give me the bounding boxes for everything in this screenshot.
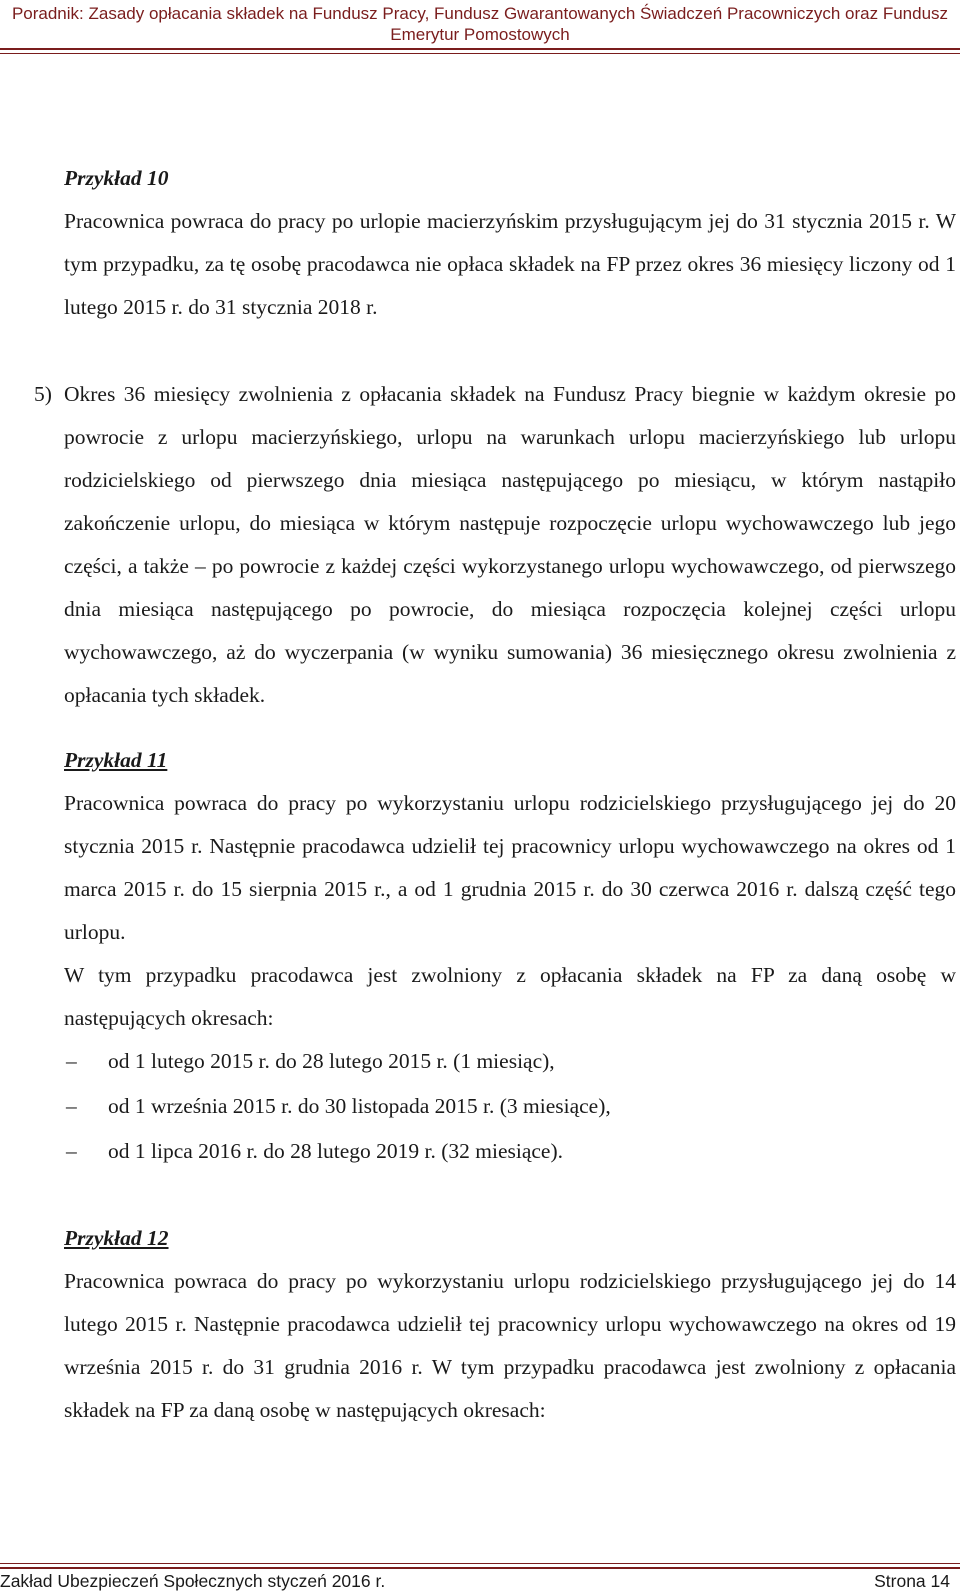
header-title-line1: Poradnik: Zasady opłacania składek na Fundusz Pracy, Fundusz Gwarantowanych Świadczeń Pracowniczych oraz Fundusz (11, 4, 949, 23)
list-item-text: od 1 września 2015 r. do 30 listopada 2015 r. (3 miesiące), (108, 1094, 611, 1118)
list-item (64, 1040, 956, 1085)
page-header (0, 0, 960, 45)
dash-bullet: – (66, 1094, 77, 1118)
list-item (64, 1130, 956, 1175)
example-10-text: Pracownica powraca do pracy po urlopie macierzyńskim przysługującym jej do 31 stycznia 2015 r. W tym przypadku, za tę osobę pracodawca nie opłaca składek na FP przez okres 36 miesięcy liczony od 1 lutego 2015 r. do 31 stycznia 2018 r. (64, 209, 956, 319)
footer-divider (0, 1567, 960, 1569)
example-12-heading: Przykład 12 (64, 1226, 169, 1250)
spacer (64, 717, 956, 739)
header-divider (0, 48, 960, 50)
dash-bullet: – (66, 1139, 77, 1163)
example-11-text-2: W tym przypadku pracodawca jest zwolniony z opłacania składek na FP za daną osobę w następujących okresach: (64, 963, 956, 1030)
header-divider-thin (0, 53, 960, 54)
example-10-heading: Przykład 10 (64, 166, 169, 190)
dash-bullet: – (66, 1049, 77, 1073)
example-11-text: Pracownica powraca do pracy po wykorzystaniu urlopu rodzicielskiego przysługującego jej do 20 stycznia 2015 r. Następnie pracodawca udzielił tej pracownicy urlopu wychowawczego na okres od 1 marca 2015 r. do 15 sierpnia 2015 r., a od 1 grudnia 2015 r. do 30 czerwca 2016 r. dalszą część tego urlopu. (64, 791, 956, 944)
spacer (64, 1175, 956, 1217)
spacer (64, 329, 956, 351)
list-item-text: od 1 lipca 2016 r. do 28 lutego 2019 r. (32 miesiące). (108, 1139, 563, 1163)
header-title-line2: Emerytur Pomostowych (390, 25, 570, 44)
example-12-text: Pracownica powraca do pracy po wykorzystaniu urlopu rodzicielskiego przysługującego jej do 14 lutego 2015 r. Następnie pracodawca udzielił tej pracownicy urlopu wychowawczego na okres od 19 września 2015 r. do 31 grudnia 2016 r. W tym przypadku pracodawca jest zwolniony z opłacania składek na FP za daną osobę w następujących okresach: (64, 1269, 956, 1422)
example-11-heading: Przykład 11 (64, 748, 168, 772)
example-11-periods-list (64, 1040, 956, 1175)
list-item-text: od 1 lutego 2015 r. do 28 lutego 2015 r. (1 miesiąc), (108, 1049, 555, 1073)
page-number: Strona 14 (874, 1571, 950, 1591)
point-5-number: 5) (34, 382, 52, 406)
point-5 (34, 373, 956, 717)
footer-divider-thin (0, 1563, 960, 1564)
footer-institution: Zakład Ubezpieczeń Społecznych styczeń 2016 r. (0, 1571, 386, 1591)
point-5-text: Okres 36 miesięcy zwolnienia z opłacania składek na Fundusz Pracy biegnie w każdym okresie po powrocie z urlopu macierzyńskiego, urlopu na warunkach urlopu macierzyńskiego lub urlopu rodzicielskiego od pierwszego dnia miesiąca następującego po miesiącu, w którym nastąpiło zakończenie urlopu, do miesiąca w którym następuje rozpoczęcie urlopu wychowawczego lub jego części, a także – po powrocie z każdej części wykorzystanego urlopu wychowawczego, od pierwszego dnia miesiąca następującego po powrocie, do miesiąca rozpoczęcia kolejnej części urlopu wychowawczego, aż do wyczerpania (w wyniku sumowania) 36 miesięcznego okresu zwolnienia z opłacania tych składek. (64, 382, 956, 707)
document-body (34, 157, 956, 1432)
list-item (64, 1085, 956, 1130)
